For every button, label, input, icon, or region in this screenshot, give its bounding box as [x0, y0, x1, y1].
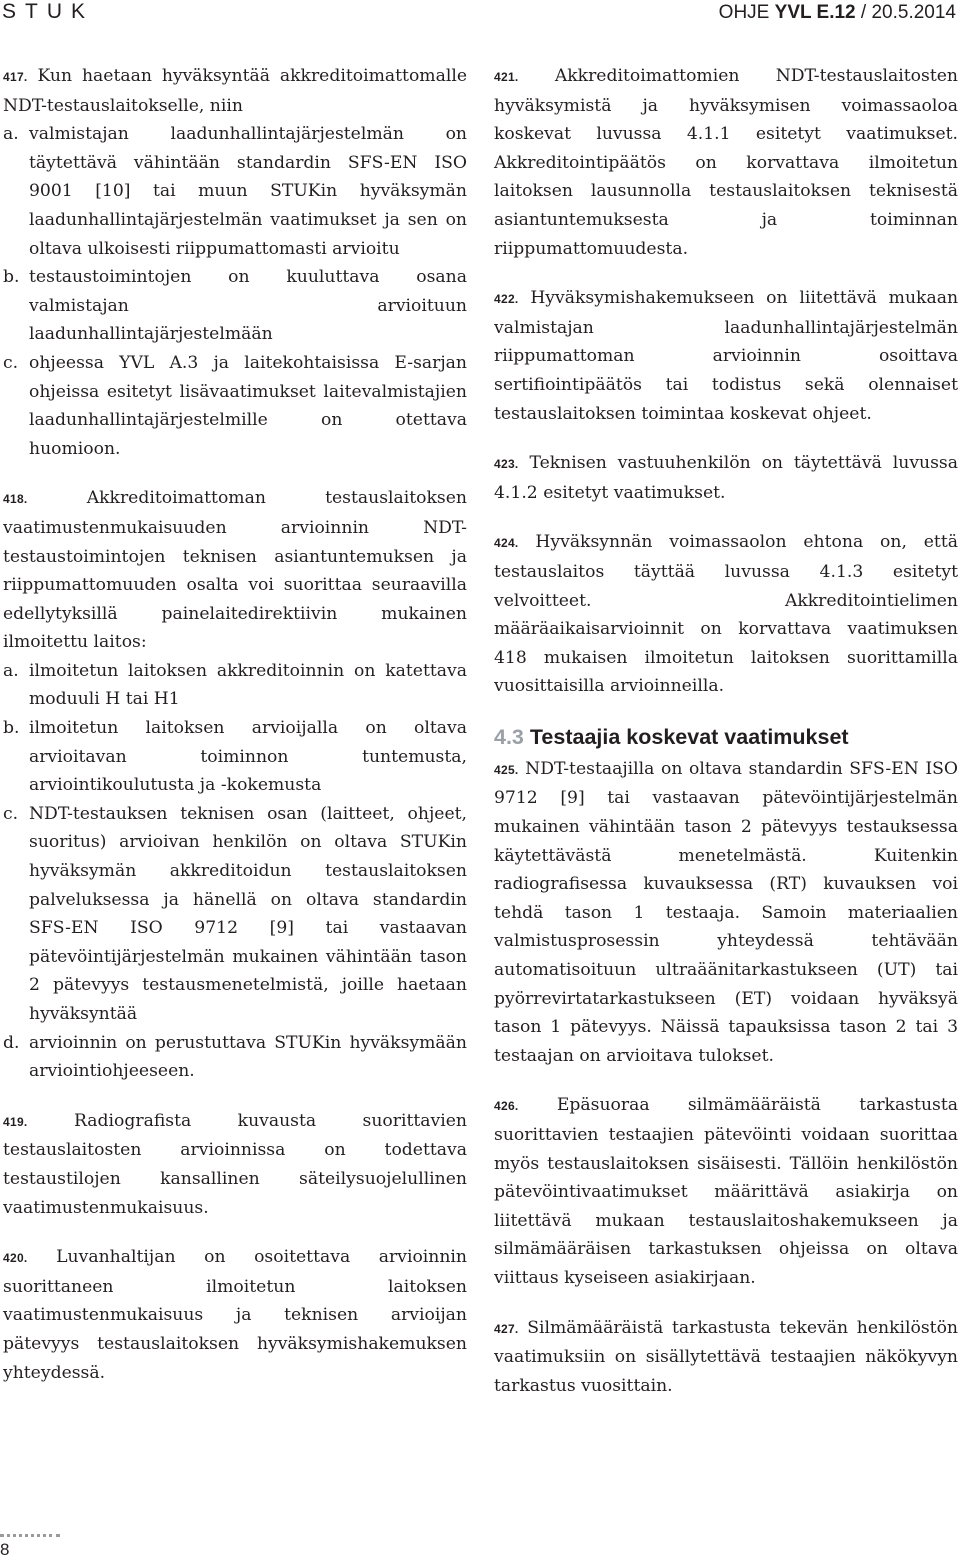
- list-item: d. arvioinnin on perustuttava STUKin hyväksymään arviointiohjeeseen.: [3, 1032, 467, 1082]
- requirement-list: [3, 657, 467, 1086]
- requirement-423: [494, 449, 958, 507]
- requirement-text: Hyväksymishakemukseen on liitettävä mukaan valmistajan laadunhallintajärjestelmän riippumattoman arvioinnin osoittava sertifiointipäätös tai todistus sekä olennaiset testauslaitoksen toimintaa koskevat ohjeet.: [494, 288, 959, 424]
- list-item: c. ohjeessa YVL A.3 ja laitekohtaisissa E-sarjan ohjeissa esitetyt lisävaatimukset laitevalmistajien laadunhallintajärjestelmille on otettava huomioon.: [3, 352, 467, 459]
- requirement-number: 427.: [494, 1321, 519, 1336]
- requirement-number: 419.: [3, 1114, 28, 1129]
- list-item: b. testaustoimintojen on kuuluttava osana valmistajan arvioituun laadunhallintajärjestelmään: [3, 267, 467, 345]
- right-column: [494, 62, 958, 1421]
- section-number: 4.3: [494, 724, 524, 749]
- requirement-417: [3, 62, 467, 463]
- requirement-number: 417.: [3, 70, 28, 84]
- requirement-text: Silmämääräistä tarkastusta tekevän henkilöstön vaatimuksiin on sisällytettävä testaajien näkökyvyn tarkastus vuosittain.: [494, 1317, 958, 1396]
- requirement-418: [3, 484, 467, 1085]
- requirement-425: [494, 755, 958, 1071]
- requirement-426: [494, 1091, 958, 1292]
- requirement-421: [494, 62, 958, 263]
- requirement-420: [3, 1243, 467, 1387]
- requirement-422: [494, 284, 958, 428]
- requirement-number: 421.: [494, 70, 519, 84]
- list-item: a. ilmoitetun laitoksen akkreditoinnin on katettava moduuli H tai H1: [3, 660, 467, 710]
- stuk-brand: STUK: [2, 0, 95, 23]
- list-item: b. ilmoitetun laitoksen arvioijalla on oltava arvioitavan toiminnon tuntemusta, arviointikoulutusta ja -kokemusta: [3, 718, 467, 796]
- footer-divider: [0, 1534, 60, 1537]
- requirement-text: Hyväksynnän voimassaolon ehtona on, että testauslaitos täyttää luvussa 4.1.3 esitetyt velvoitteet. Akkreditointielimen määräaikaisarvioinnit on korvattava vaatimuksen 418 mukaisen ilmoitetun laitoksen suorittamilla vuosittaisilla arvioinneilla.: [494, 532, 958, 697]
- section-heading: [494, 722, 958, 752]
- list-item: c. NDT-testauksen teknisen osan (laitteet, ohjeet, suoritus) arvioivan henkilön on oltava STUKin hyväksymän akkreditoidun testauslaitoksen palveluksessa ja hänellä on oltava standardin SFS-EN ISO 9712 [9] tai vastaavan pätevöintijärjestelmän mukainen vähintään tason 2 pätevyys testausmenetelmistä, joille haetaan hyväksyntää: [3, 803, 467, 1024]
- requirement-number: 418.: [3, 492, 28, 507]
- left-column: [3, 62, 467, 1408]
- requirement-number: 424.: [494, 536, 519, 551]
- requirement-427: [494, 1314, 958, 1401]
- page-number: 8: [0, 1540, 10, 1559]
- requirement-text: Teknisen vastuuhenkilön on täytettävä luvussa 4.1.2 esitetyt vaatimukset.: [494, 453, 958, 503]
- requirement-text: Epäsuoraa silmämääräistä tarkastusta suorittavien testaajien pätevöinti voidaan suorittaa myös testauslaitoksen sisäisesti. Tällöin henkilöstön pätevöintivaatimukset määrittävä asiakirja on liitettävä mukaan testauslaitoshakemukseen ja silmämääräisen tarkastuksen ohjeissa on oltava viittaus kyseiseen asiakirjaan.: [494, 1095, 958, 1288]
- doc-prefix: OHJE: [718, 2, 770, 23]
- requirement-number: 423.: [494, 457, 519, 472]
- requirement-number: 425.: [494, 762, 519, 777]
- requirement-424: [494, 528, 958, 701]
- requirement-text: Akkreditoimattomien NDT-testauslaitosten hyväksymistä ja hyväksymisen voimassaoloa koskevat luvussa 4.1.1 esitetyt vaatimukset. Akkreditointipäätös on korvattava ilmoitetun laitoksen lausunnolla testauslaitoksen teknisestä asiantuntemuksesta ja toiminnan riippumattomuudesta.: [494, 66, 958, 259]
- requirement-number: 420.: [3, 1251, 28, 1266]
- section-title: Testaajia koskevat vaatimukset: [529, 724, 849, 749]
- requirement-number: 422.: [494, 292, 519, 307]
- document-reference: [719, 2, 956, 24]
- requirement-text: Luvanhaltijan on osoitettava arvioinnin suorittaneen ilmoitetun laitoksen vaatimustenmukaisuus ja teknisen arvioijan pätevyys testauslaitoksen hyväksymishakemuksen yhteydessä.: [3, 1247, 467, 1383]
- requirement-intro: Kun haetaan hyväksyntää akkreditoimattomalle NDT-testauslaitokselle, niin: [3, 66, 468, 116]
- requirement-text: NDT-testaajilla on oltava standardin SFS-EN ISO 9712 [9] tai vastaavan pätevöintijärjestelmän mukainen vähintään tason 2 pätevyys testauksessa käytettävästä menetelmästä. Kuitenkin radiografisessa kuvauksessa (RT) kuvauksen voi tehdä tason 1 testaaja. Samoin materiaalien valmistusprosessin yhteydessä tehtävään automatisoituun ultraäänitarkastukseen (UT) tai pyörrevirtatarkastukseen (ET) voidaan hyväksyä tason 1 pätevyys. Näissä tapauksissa tason 2 tai 3 testaajan on arvioitava tulokset.: [494, 758, 958, 1066]
- doc-date: / 20.5.2014: [855, 2, 956, 23]
- requirement-number: 426.: [494, 1099, 519, 1114]
- requirement-list: [3, 120, 467, 463]
- page-header: [0, 0, 960, 28]
- requirement-419: [3, 1107, 467, 1222]
- doc-code: YVL E.12: [774, 2, 856, 23]
- requirement-text: Radiografista kuvausta suorittavien testauslaitosten arvioinnissa on todettava testaustilojen kansallinen säteilysuojelullinen vaatimustenmukaisuus.: [3, 1110, 467, 1218]
- requirement-intro: Akkreditoimattoman testauslaitoksen vaatimustenmukaisuuden arvioinnin NDT-testaustoimintojen teknisen asiantuntemuksen ja riippumattomuuden osalta voi suorittaa seuraavilla edellytyksillä painelaitedirektiivin mukainen ilmoitettu laitos:: [3, 488, 467, 653]
- list-item: a. valmistajan laadunhallintajärjestelmän on täytettävä vähintään standardin SFS-EN ISO 9001 [10] tai muun STUKin hyväksymän laadunhallintajärjestelmän vaatimukset ja sen on oltava ulkoisesti riippumattomasti arvioitu: [3, 124, 467, 259]
